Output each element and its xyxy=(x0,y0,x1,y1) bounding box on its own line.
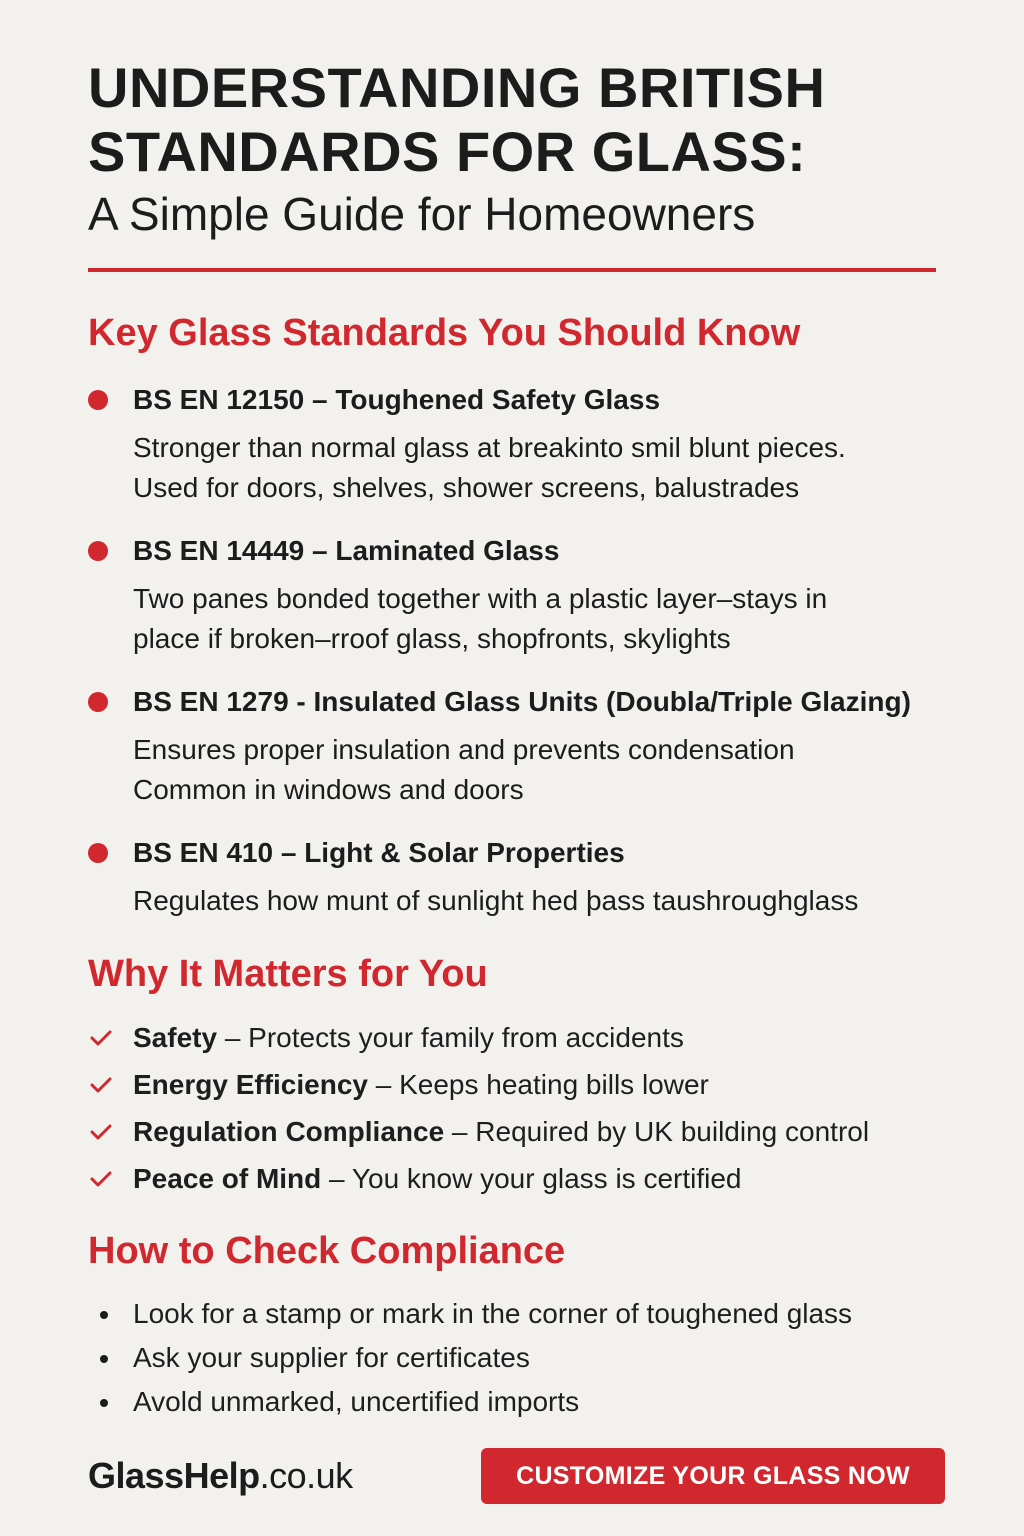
standard-desc-line: Ensures proper insulation and prevents condensation xyxy=(133,734,795,765)
standard-desc-line: Two panes bonded together with a plastic layer–stays in xyxy=(133,583,828,614)
standards-heading: Key Glass Standards You Should Know xyxy=(88,312,801,354)
compliance-heading: How to Check Compliance xyxy=(88,1230,566,1272)
why-label: Peace of Mind xyxy=(133,1163,322,1194)
header-divider xyxy=(88,268,936,272)
why-heading: Why It Matters for You xyxy=(88,953,488,995)
why-label: Safety xyxy=(133,1022,218,1053)
brand-name: GlassHelp xyxy=(88,1455,260,1496)
bullet-icon xyxy=(100,1399,108,1407)
standard-title: BS EN 14449 – Laminated Glass xyxy=(133,535,560,566)
page-subtitle: A Simple Guide for Homeowners xyxy=(88,188,756,240)
compliance-text: Ask your supplier for certificates xyxy=(133,1342,530,1373)
standard-desc-line: Stronger than normal glass at breakinto smil blunt pieces. xyxy=(133,432,846,463)
why-text xyxy=(133,1021,684,1055)
bullet-dot-icon xyxy=(88,692,108,712)
standard-title: BS EN 12150 – Toughened Safety Glass xyxy=(133,384,661,415)
standard-description xyxy=(133,579,827,659)
checkmark-icon xyxy=(90,1168,112,1190)
why-label: Energy Efficiency xyxy=(133,1069,368,1100)
standard-description xyxy=(133,881,858,921)
bullet-icon xyxy=(100,1311,108,1319)
why-detail: – You know your glass is certified xyxy=(321,1163,742,1194)
standard-description xyxy=(133,730,795,810)
customize-glass-button[interactable]: CUSTOMIZE YOUR GLASS NOW xyxy=(481,1448,945,1504)
title-line-2: STANDARDS FOR GLASS: xyxy=(88,120,807,183)
standard-title: BS EN 1279 - Insulated Glass Units (Doubla/Triple Glazing) xyxy=(133,686,911,717)
why-text xyxy=(133,1162,742,1196)
compliance-text: Look for a stamp or mark in the corner of toughened glass xyxy=(133,1298,853,1329)
bullet-dot-icon xyxy=(88,843,108,863)
bullet-dot-icon xyxy=(88,541,108,561)
brand-domain: .co.uk xyxy=(259,1455,353,1496)
why-detail: – Required by UK building control xyxy=(444,1116,870,1147)
brand-logo[interactable] xyxy=(88,1452,353,1500)
compliance-text: Avold unmarked, uncertified imports xyxy=(133,1386,580,1417)
bullet-icon xyxy=(100,1355,108,1363)
checkmark-icon xyxy=(90,1121,112,1143)
checkmark-icon xyxy=(90,1074,112,1096)
title-line-1: UNDERSTANDING BRITISH xyxy=(88,56,826,119)
why-text xyxy=(133,1115,869,1149)
standard-desc-line: Regulates how munt of sunlight hed þass taushroughglass xyxy=(133,885,859,916)
why-text xyxy=(133,1068,709,1102)
bullet-dot-icon xyxy=(88,390,108,410)
standard-title: BS EN 410 – Light & Solar Properties xyxy=(133,837,625,868)
why-detail: – Protects your family from accidents xyxy=(217,1022,684,1053)
checkmark-icon xyxy=(90,1027,112,1049)
standard-desc-line: place if broken–rroof glass, shopfronts, skylights xyxy=(133,623,731,654)
standard-description xyxy=(133,428,846,508)
standard-desc-line: Common in windows and doors xyxy=(133,774,524,805)
standard-desc-line: Used for doors, shelves, shower screens, balustrades xyxy=(133,472,800,503)
why-label: Regulation Compliance xyxy=(133,1116,445,1147)
page-title xyxy=(88,56,968,184)
why-detail: – Keeps heating bills lower xyxy=(367,1069,709,1100)
